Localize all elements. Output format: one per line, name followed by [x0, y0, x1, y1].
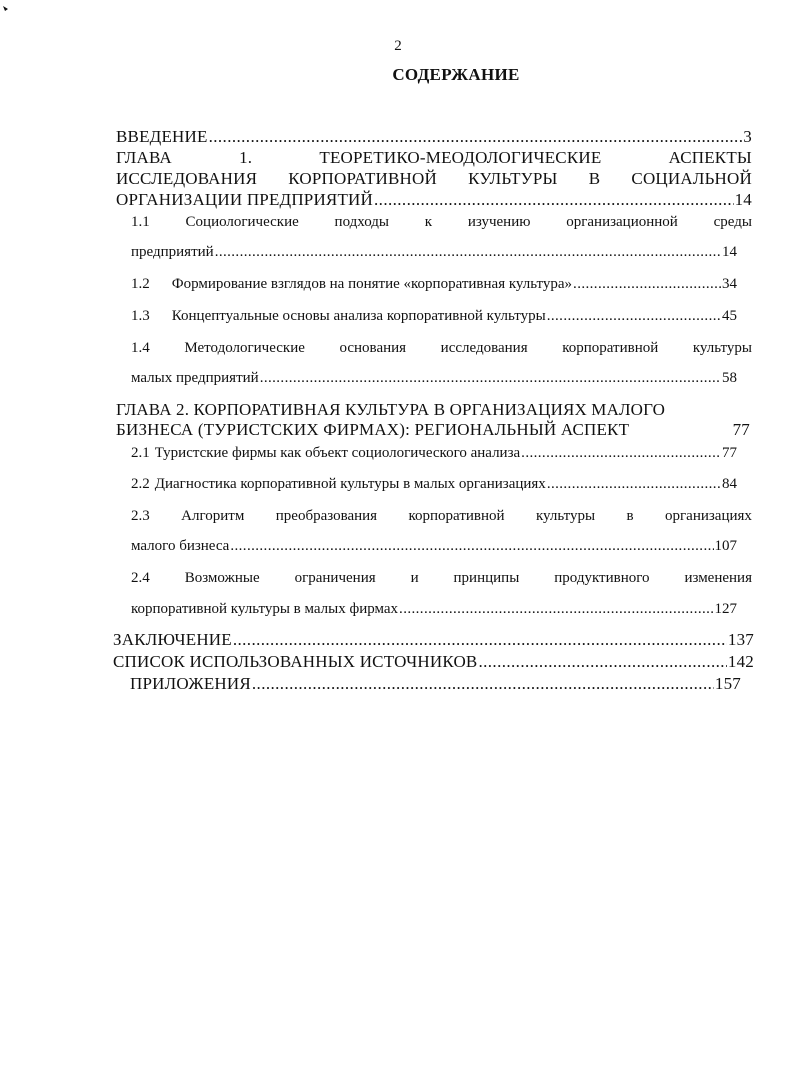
- leader-dots: [230, 536, 713, 556]
- toc-entry-label: малого бизнеса: [131, 538, 230, 554]
- leader-dots: [252, 674, 714, 694]
- word: ГЛАВА: [116, 148, 172, 167]
- word: АСПЕКТЫ: [668, 148, 752, 167]
- toc-section-2-3-line1[interactable]: [131, 506, 752, 526]
- toc-entry-appendix[interactable]: [130, 674, 741, 694]
- page-title: СОДЕРЖАНИЕ: [392, 65, 520, 84]
- toc-section-1-4-line1[interactable]: [131, 338, 752, 358]
- toc-entry-label: корпоративной культуры в малых фирмах: [131, 601, 399, 617]
- leader-dots: [260, 368, 721, 388]
- toc-entry-page: 142: [727, 652, 754, 671]
- toc-entry-label: ЗАКЛЮЧЕНИЕ: [113, 630, 232, 649]
- toc-entry-page: 14: [722, 244, 737, 260]
- toc-entry-page: 84: [722, 476, 737, 492]
- word: 1.: [239, 148, 253, 167]
- section-number: 1.3: [131, 308, 150, 324]
- toc-section-2-2[interactable]: [131, 474, 737, 494]
- word: культуры: [692, 340, 752, 356]
- toc-entry-page: 157: [714, 674, 741, 693]
- leader-dots: [374, 190, 734, 210]
- word: Возможные: [184, 570, 260, 586]
- leader-dots: [209, 127, 743, 147]
- word: СОЦИАЛЬНОЙ: [631, 169, 752, 188]
- toc-section-2-1[interactable]: [131, 443, 737, 463]
- word: ТЕОРЕТИКО-МЕОДОЛОГИЧЕСКИЕ: [319, 148, 602, 167]
- word: организациях: [665, 508, 752, 524]
- leader-dots: [233, 630, 727, 650]
- toc-entry-sources[interactable]: [113, 652, 754, 672]
- toc-entry-label: предприятий: [131, 244, 214, 260]
- toc-entry-page: 137: [727, 630, 754, 649]
- word: изменения: [684, 570, 752, 586]
- toc-section-1-3[interactable]: [131, 306, 737, 326]
- chapter2-heading-line2[interactable]: [116, 420, 752, 440]
- toc-entry-label: Туристские фирмы как объект социологического анализа: [154, 445, 521, 461]
- word: корпоративной: [408, 508, 505, 524]
- section-number: 2.3: [131, 508, 150, 524]
- toc-section-1-4-line2[interactable]: [131, 368, 737, 388]
- toc-entry-page: 14: [734, 190, 752, 209]
- toc-entry-page: 77: [722, 445, 737, 461]
- toc-entry-page: 77: [732, 420, 750, 439]
- toc-section-1-1-line1[interactable]: [131, 212, 752, 232]
- toc-entry-page: 107: [714, 538, 737, 554]
- toc-entry-intro[interactable]: [116, 127, 752, 147]
- toc-entry-page: 34: [722, 276, 737, 292]
- section-number: 2.2: [131, 476, 150, 492]
- word: культуры: [535, 508, 596, 524]
- leader-dots: [478, 652, 726, 672]
- toc-entry-label: БИЗНЕСА (ТУРИСТСКИХ ФИРМАХ): РЕГИОНАЛЬНЫЙ АСПЕКТ: [116, 420, 630, 439]
- section-number: 1.1: [131, 214, 150, 230]
- toc-section-1-1-line2[interactable]: [131, 242, 737, 262]
- leader-dots: [399, 599, 713, 619]
- word: ограничения: [294, 570, 376, 586]
- toc-section-1-2[interactable]: [131, 274, 737, 294]
- word: продуктивного: [554, 570, 650, 586]
- word: среды: [713, 214, 752, 230]
- section-number: 2.1: [131, 445, 150, 461]
- section-number: 2.4: [131, 570, 150, 586]
- word: к: [424, 214, 433, 230]
- toc-entry-page: 58: [722, 370, 737, 386]
- word: и: [410, 570, 419, 586]
- toc-entry-page: 45: [722, 308, 737, 324]
- word: изучению: [467, 214, 531, 230]
- leader-dots: [521, 443, 721, 463]
- word: Методологические: [184, 340, 305, 356]
- word: Алгоритм: [181, 508, 245, 524]
- leader-dots: [547, 306, 721, 326]
- word: КУЛЬТУРЫ: [468, 169, 558, 188]
- section-number: 1.2: [131, 276, 150, 292]
- toc-entry-label: СПИСОК ИСПОЛЬЗОВАННЫХ ИСТОЧНИКОВ: [113, 652, 478, 671]
- word: подходы: [334, 214, 389, 230]
- word: корпоративной: [562, 340, 659, 356]
- word: Социологические: [185, 214, 299, 230]
- word: принципы: [453, 570, 520, 586]
- word: основания: [339, 340, 407, 356]
- toc-entry-label: ВВЕДЕНИЕ: [116, 127, 208, 146]
- scan-artifact-mark: [3, 6, 9, 12]
- toc-entry-label: Формирование взглядов на понятие «корпоративная культура»: [171, 276, 573, 292]
- leader-dots: [215, 242, 721, 262]
- word: В: [588, 169, 601, 188]
- leader-dots: [573, 274, 721, 294]
- toc-entry-label: малых предприятий: [131, 370, 259, 386]
- toc-entry-conclusion[interactable]: [113, 630, 754, 650]
- toc-section-2-4-line2[interactable]: [131, 599, 737, 619]
- toc-entry-label: Концептуальные основы анализа корпоративной культуры: [171, 308, 546, 324]
- toc-entry-label: ОРГАНИЗАЦИИ ПРЕДПРИЯТИЙ: [116, 190, 374, 209]
- toc-entry-page: 127: [714, 601, 737, 617]
- toc-section-2-3-line2[interactable]: [131, 536, 737, 556]
- leader-dots: [547, 474, 721, 494]
- toc-section-2-4-line1[interactable]: [131, 568, 752, 588]
- chapter1-heading-line3[interactable]: [116, 190, 752, 210]
- word: организационной: [566, 214, 678, 230]
- word: ИССЛЕДОВАНИЯ: [116, 169, 258, 188]
- word: КОРПОРАТИВНОЙ: [288, 169, 437, 188]
- chapter1-heading-line1[interactable]: [116, 148, 752, 168]
- chapter1-heading-line2[interactable]: [116, 169, 752, 189]
- section-number: 1.4: [131, 340, 150, 356]
- toc-entry-label: ПРИЛОЖЕНИЯ: [130, 674, 251, 693]
- toc-entry-page: 3: [743, 127, 752, 146]
- word: исследования: [440, 340, 528, 356]
- page-number: 2: [394, 38, 402, 54]
- word: преобразования: [275, 508, 378, 524]
- chapter2-heading-line1[interactable]: ГЛАВА 2. КОРПОРАТИВНАЯ КУЛЬТУРА В ОРГАНИЗАЦИЯХ МАЛОГО: [116, 400, 666, 419]
- word: в: [626, 508, 634, 524]
- toc-entry-label: Диагностика корпоративной культуры в малых организациях: [154, 476, 546, 492]
